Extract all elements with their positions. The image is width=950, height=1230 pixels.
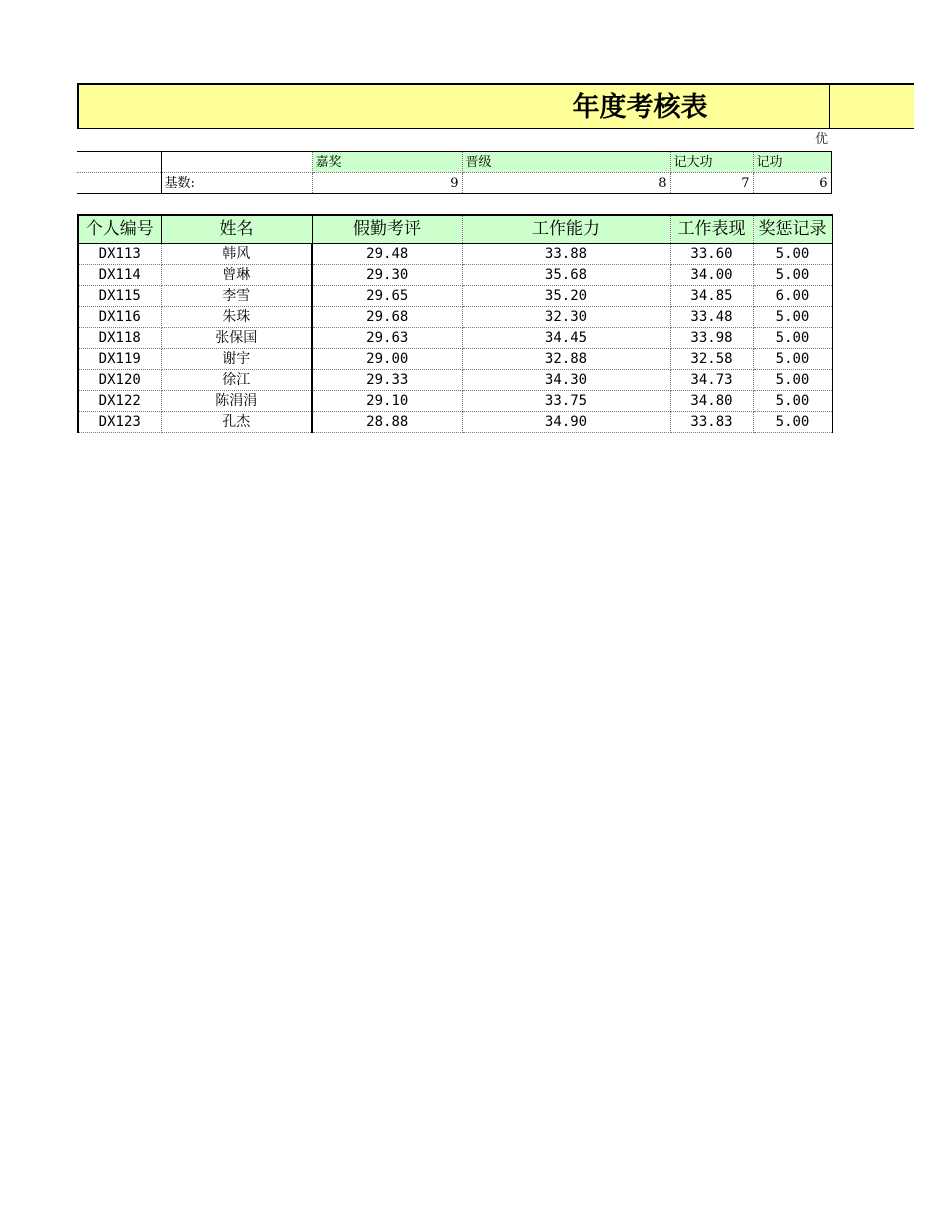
table-row bbox=[78, 370, 832, 391]
performance-score-cell[interactable]: 33.48 bbox=[670, 307, 753, 328]
award-label[interactable]: 记功 bbox=[753, 152, 831, 173]
award-value[interactable]: 7 bbox=[670, 173, 753, 194]
base-empty-cell[interactable] bbox=[161, 152, 312, 173]
attendance-score-cell[interactable]: 29.00 bbox=[312, 349, 462, 370]
reward-record-cell[interactable]: 5.00 bbox=[753, 412, 832, 433]
attendance-score-cell[interactable]: 29.30 bbox=[312, 265, 462, 286]
reward-record-cell[interactable]: 5.00 bbox=[753, 349, 832, 370]
performance-score-cell[interactable]: 33.60 bbox=[670, 244, 753, 265]
ability-score-cell[interactable]: 35.68 bbox=[462, 265, 670, 286]
base-row-label[interactable]: 基数: bbox=[161, 173, 312, 194]
ability-score-cell[interactable]: 35.20 bbox=[462, 286, 670, 307]
attendance-score-cell[interactable]: 29.63 bbox=[312, 328, 462, 349]
reward-record-cell[interactable]: 5.00 bbox=[753, 244, 832, 265]
award-base-table bbox=[77, 151, 832, 194]
table-row bbox=[78, 412, 832, 433]
performance-score-cell[interactable]: 32.58 bbox=[670, 349, 753, 370]
award-value[interactable]: 6 bbox=[753, 173, 831, 194]
table-row bbox=[78, 265, 832, 286]
employee-name-cell[interactable]: 李雪 bbox=[161, 286, 312, 307]
employee-name-cell[interactable]: 孔杰 bbox=[161, 412, 312, 433]
ability-score-cell[interactable]: 33.88 bbox=[462, 244, 670, 265]
ability-score-cell[interactable]: 33.75 bbox=[462, 391, 670, 412]
ability-score-cell[interactable]: 34.30 bbox=[462, 370, 670, 391]
table-body bbox=[78, 244, 832, 433]
performance-score-cell[interactable]: 33.98 bbox=[670, 328, 753, 349]
reward-record-cell[interactable]: 5.00 bbox=[753, 391, 832, 412]
employee-id-cell[interactable]: DX115 bbox=[78, 286, 161, 307]
award-value-row bbox=[77, 173, 831, 194]
assessment-table bbox=[77, 214, 833, 433]
title-banner-edge bbox=[829, 83, 830, 129]
performance-score-cell[interactable]: 33.83 bbox=[670, 412, 753, 433]
employee-name-cell[interactable]: 徐江 bbox=[161, 370, 312, 391]
base-empty-cell[interactable] bbox=[77, 152, 161, 173]
performance-score-cell[interactable]: 34.80 bbox=[670, 391, 753, 412]
award-value[interactable]: 8 bbox=[462, 173, 670, 194]
col-header-attendance[interactable]: 假勤考评 bbox=[312, 215, 462, 244]
performance-score-cell[interactable]: 34.85 bbox=[670, 286, 753, 307]
employee-name-cell[interactable]: 陈涓涓 bbox=[161, 391, 312, 412]
employee-id-cell[interactable]: DX113 bbox=[78, 244, 161, 265]
performance-score-cell[interactable]: 34.73 bbox=[670, 370, 753, 391]
award-label[interactable]: 晋级 bbox=[462, 152, 670, 173]
reward-record-cell[interactable]: 5.00 bbox=[753, 265, 832, 286]
employee-name-cell[interactable]: 韩风 bbox=[161, 244, 312, 265]
ability-score-cell[interactable]: 32.88 bbox=[462, 349, 670, 370]
col-header-name[interactable]: 姓名 bbox=[161, 215, 312, 244]
col-header-rewards[interactable]: 奖惩记录 bbox=[753, 215, 832, 244]
table-header-row bbox=[78, 215, 832, 244]
employee-id-cell[interactable]: DX119 bbox=[78, 349, 161, 370]
table-row bbox=[78, 349, 832, 370]
col-header-id[interactable]: 个人编号 bbox=[78, 215, 161, 244]
base-empty-cell[interactable] bbox=[77, 173, 161, 194]
table-row bbox=[78, 286, 832, 307]
col-header-ability[interactable]: 工作能力 bbox=[462, 215, 670, 244]
attendance-score-cell[interactable]: 29.10 bbox=[312, 391, 462, 412]
employee-id-cell[interactable]: DX116 bbox=[78, 307, 161, 328]
employee-id-cell[interactable]: DX122 bbox=[78, 391, 161, 412]
reward-record-cell[interactable]: 5.00 bbox=[753, 370, 832, 391]
reward-record-cell[interactable]: 5.00 bbox=[753, 307, 832, 328]
attendance-score-cell[interactable]: 28.88 bbox=[312, 412, 462, 433]
attendance-score-cell[interactable]: 29.48 bbox=[312, 244, 462, 265]
table-row bbox=[78, 244, 832, 265]
employee-name-cell[interactable]: 朱珠 bbox=[161, 307, 312, 328]
employee-name-cell[interactable]: 谢宇 bbox=[161, 349, 312, 370]
col-header-performance[interactable]: 工作表现 bbox=[670, 215, 753, 244]
employee-name-cell[interactable]: 张保国 bbox=[161, 328, 312, 349]
award-label[interactable]: 嘉奖 bbox=[312, 152, 462, 173]
employee-id-cell[interactable]: DX120 bbox=[78, 370, 161, 391]
employee-id-cell[interactable]: DX118 bbox=[78, 328, 161, 349]
attendance-score-cell[interactable]: 29.68 bbox=[312, 307, 462, 328]
ability-score-cell[interactable]: 34.90 bbox=[462, 412, 670, 433]
employee-id-cell[interactable]: DX123 bbox=[78, 412, 161, 433]
table-row bbox=[78, 307, 832, 328]
reward-record-cell[interactable]: 6.00 bbox=[753, 286, 832, 307]
title-banner bbox=[77, 83, 914, 129]
sheet-title: 年度考核表 bbox=[572, 92, 708, 123]
ability-score-cell[interactable]: 34.45 bbox=[462, 328, 670, 349]
reward-record-cell[interactable]: 5.00 bbox=[753, 328, 832, 349]
attendance-score-cell[interactable]: 29.33 bbox=[312, 370, 462, 391]
attendance-score-cell[interactable]: 29.65 bbox=[312, 286, 462, 307]
award-label[interactable]: 记大功 bbox=[670, 152, 753, 173]
ability-score-cell[interactable]: 32.30 bbox=[462, 307, 670, 328]
award-value[interactable]: 9 bbox=[312, 173, 462, 194]
table-row bbox=[78, 328, 832, 349]
rating-note: 优 bbox=[814, 132, 828, 147]
table-row bbox=[78, 391, 832, 412]
employee-id-cell[interactable]: DX114 bbox=[78, 265, 161, 286]
employee-name-cell[interactable]: 曾琳 bbox=[161, 265, 312, 286]
performance-score-cell[interactable]: 34.00 bbox=[670, 265, 753, 286]
award-label-row bbox=[77, 152, 831, 173]
